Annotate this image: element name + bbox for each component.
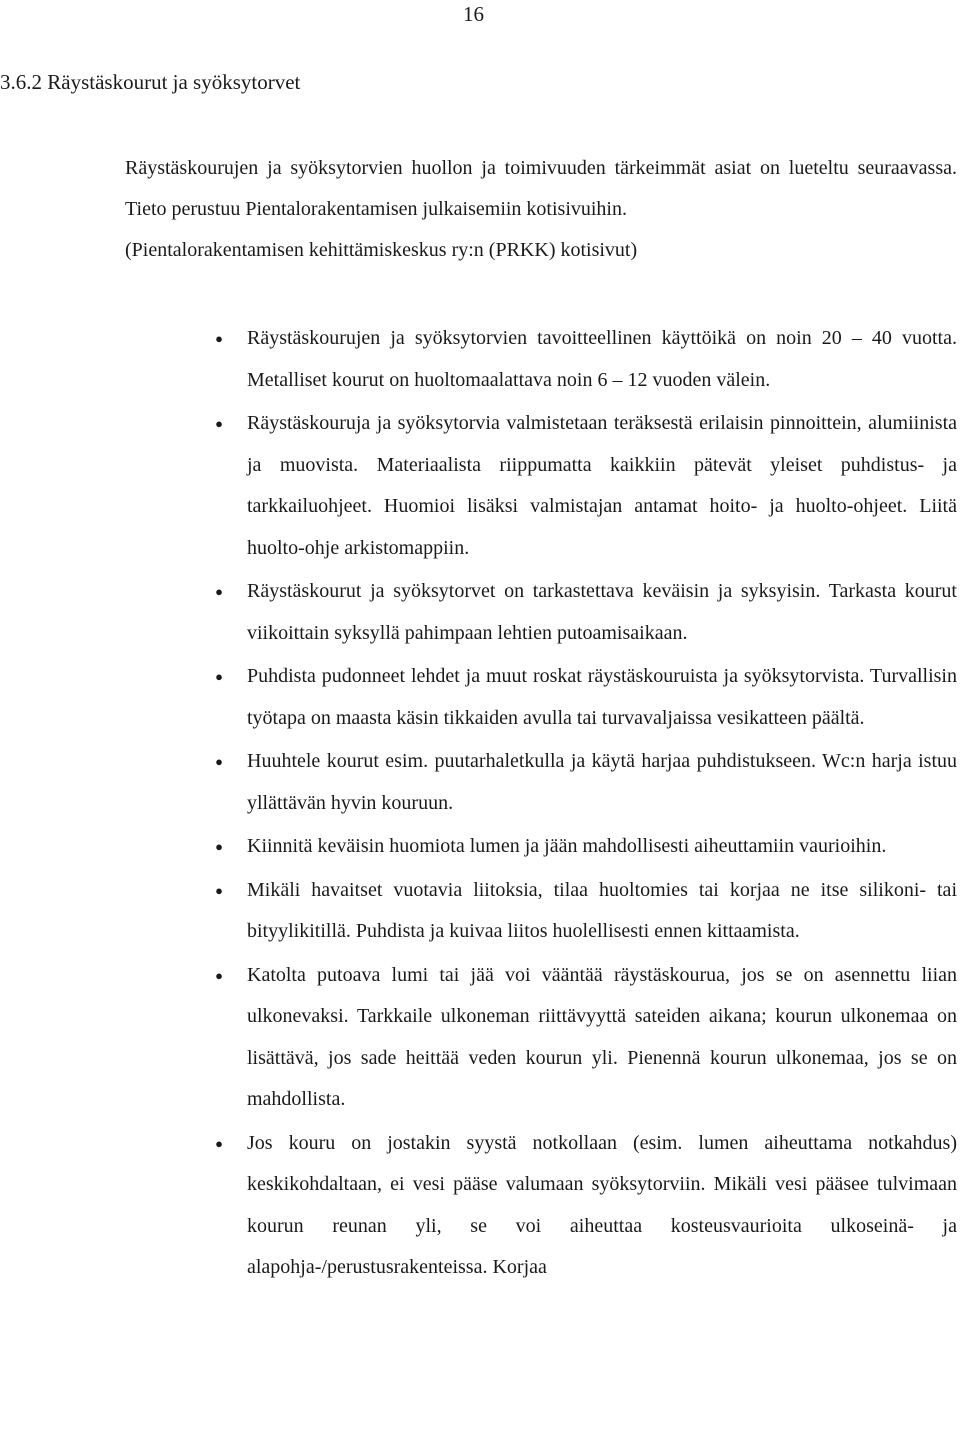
- list-item: [0, 656, 957, 739]
- bullet-icon: ●: [215, 669, 223, 684]
- bullet-icon: ●: [215, 754, 223, 769]
- list-item: [0, 403, 957, 569]
- bullet-icon: ●: [215, 584, 223, 599]
- intro-line: Räystäskourujen ja syöksytorvien huollon ja toimivuuden tärkeimmät asiat on lueteltu seuraavassa. Tieto perustuu Pientalorakentamisen julkaisemiin kotisivuihin.: [125, 157, 957, 220]
- list-item-text: Räystäskouruja ja syöksytorvia valmistetaan teräksestä erilaisin pinnoittein, alumiinista ja muovista. Materiaalista riippumatta kaikkiin pätevät yleiset puhdistus- ja tarkkailuohjeet. Huomioi lisäksi valmistajan antamat hoito- ja huolto-ohjeet. Liitä huolto-ohje arkistomappiin.: [247, 412, 957, 559]
- list-item: [0, 1123, 957, 1289]
- list-item: [0, 826, 957, 868]
- list-item: [0, 571, 957, 654]
- list-item-text: Räystäskourujen ja syöksytorvien tavoitteellinen käyttöikä on noin 20 – 40 vuotta. Metalliset kourut on huoltomaalattava noin 6 – 12 vuoden välein.: [247, 327, 957, 391]
- list-item: [0, 955, 957, 1121]
- page-number: 16: [463, 2, 484, 26]
- list-item: [0, 318, 957, 401]
- intro-paragraph: [125, 148, 957, 271]
- list-item: [0, 741, 957, 824]
- bullet-icon: ●: [215, 882, 223, 898]
- list-item-text: Mikäli havaitset vuotavia liitoksia, tilaa huoltomies tai korjaa ne itse silikoni- tai bityylikitillä. Puhdista ja kuivaa liitos huolellisesti ennen kittaamista.: [247, 878, 957, 942]
- list-item: [0, 870, 957, 953]
- bullet-icon: ●: [215, 839, 223, 854]
- bullet-icon: ●: [215, 967, 223, 983]
- list-item-text: Kiinnitä keväisin huomiota lumen ja jään mahdollisesti aiheuttamiin vaurioihin.: [247, 835, 887, 857]
- list-item-text: Katolta putoava lumi tai jää voi vääntää räystäskourua, jos se on asennettu liian ulkonevaksi. Tarkkaile ulkoneman riittävyyttä sateiden aikana; kourun ulkonemaa on lisättävä, jos sade heittää veden kourun yli. Pienennä kourun ulkonemaa, jos se on mahdollista.: [247, 963, 957, 1110]
- list-item-text: Huuhtele kourut esim. puutarhaletkulla ja käytä harjaa puhdistukseen. Wc:n harja istuu yllättävän hyvin kouruun.: [247, 750, 957, 814]
- section-heading: 3.6.2 Räystäskourut ja syöksytorvet: [0, 70, 301, 94]
- bullet-icon: ●: [215, 416, 223, 431]
- intro-line: (Pientalorakentamisen kehittämiskeskus ry:n (PRKK) kotisivut): [125, 239, 638, 261]
- bullet-icon: ●: [215, 331, 223, 346]
- list-item-text: Räystäskourut ja syöksytorvet on tarkastettava keväisin ja syksyisin. Tarkasta kourut viikoittain syksyllä pahimpaan lehtien putoamisaikaan.: [247, 580, 957, 644]
- bullet-icon: ●: [215, 1135, 223, 1151]
- list-item-text: Jos kouru on jostakin syystä notkollaan (esim. lumen aiheuttama notkahdus) keskikohdaltaan, ei vesi pääse valumaan syöksytorviin. Mikäli vesi pääsee tulvimaan kourun reunan yli, se voi aiheuttaa kosteusvaurioita ulkoseinä- ja alapohja-/perustusrakenteissa. Korjaa: [247, 1131, 957, 1278]
- list-item-text: Puhdista pudonneet lehdet ja muut roskat räystäskouruista ja syöksytorvista. Turvallisin työtapa on maasta käsin tikkaiden avulla tai turvavaljaissa vesikatteen päältä.: [247, 665, 957, 729]
- bullet-list: [0, 318, 957, 1291]
